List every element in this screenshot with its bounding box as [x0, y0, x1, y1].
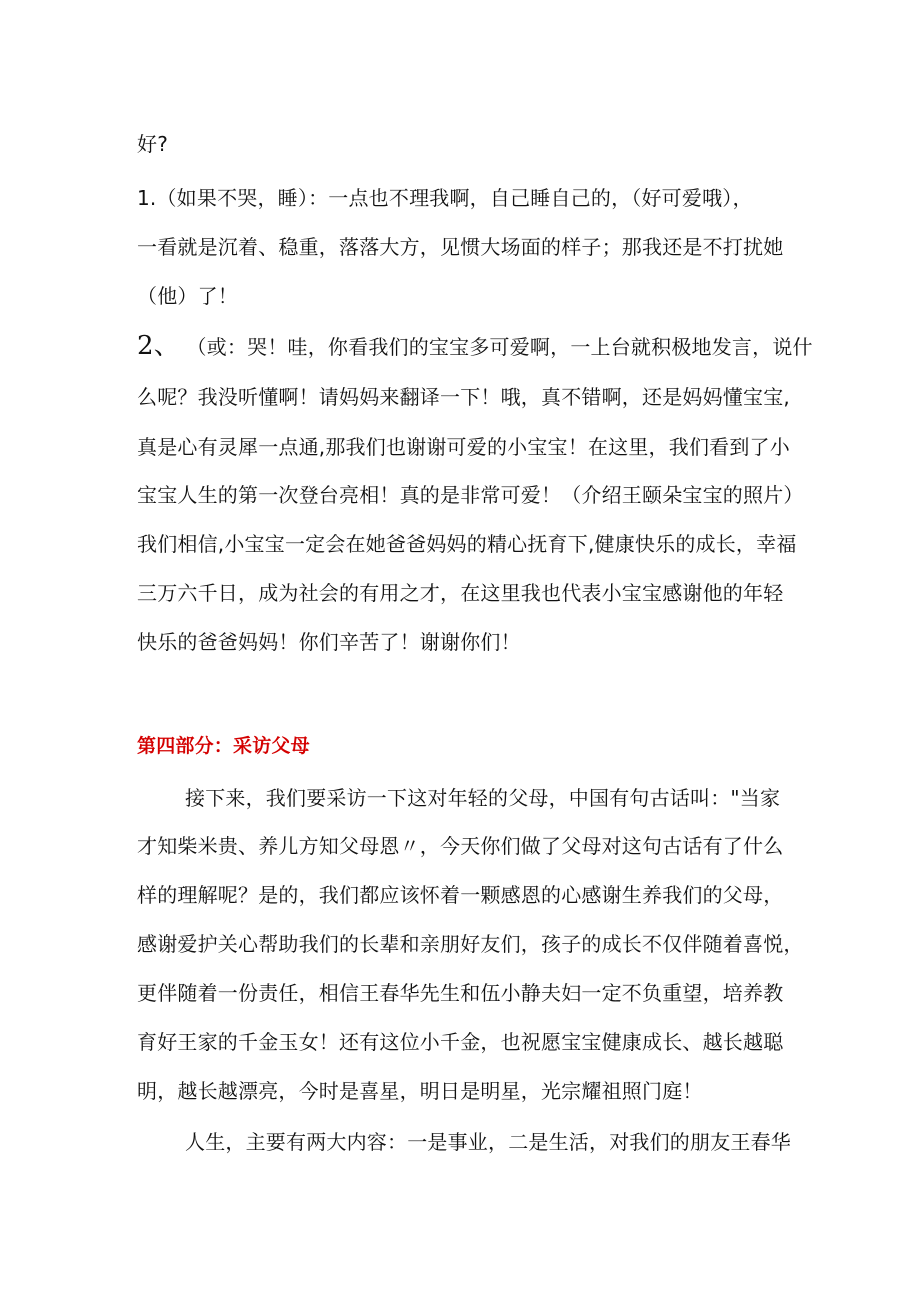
paragraph-first-line [137, 332, 813, 360]
text-line: （他）了！ [137, 284, 238, 308]
text-line: 好? [137, 132, 169, 156]
text-span: （或：哭！哇，你看我们的宝宝多可爱啊，一上台就积极地发言，说什 [186, 335, 813, 359]
text-line: 更伴随着一份责任，相信王春华先生和伍小静夫妇一定不负重望，培养教 [137, 981, 784, 1005]
text-line: 么呢？我没听懂啊！请妈妈来翻译一下！哦，真不错啊，还是妈妈懂宝宝, [137, 385, 790, 409]
text-line: 育好王家的千金玉女！还有这位小千金，也祝愿宝宝健康成长、越长越聪 [137, 1030, 784, 1054]
text-line: 1.（如果不哭，睡）：一点也不理我啊，自己睡自己的，（好可爱哦）， [137, 186, 753, 210]
text-line: 样的理解呢？是的，我们都应该怀着一颗感恩的心感谢生养我们的父母， [137, 883, 784, 907]
text-line: 接下来，我们要采访一下这对年轻的父母，中国有句古话叫："当家 [185, 786, 781, 810]
text-line: 宝宝人生的第一次登台亮相！真的是非常可爱！（介绍王颐朵宝宝的照片） [137, 483, 804, 507]
text-line: 一看就是沉着、稳重，落落大方，见惯大场面的样子；那我还是不打扰她 [137, 235, 784, 259]
text-line: 真是心有灵犀一点通,那我们也谢谢可爱的小宝宝！在这里，我们看到了小 [137, 435, 790, 459]
text-line: 快乐的爸爸妈妈！你们辛苦了！谢谢你们！ [137, 630, 521, 654]
text-line: 明，越长越漂亮，今时是喜星，明日是明星，光宗耀祖照门庭！ [137, 1079, 703, 1103]
paragraph-number: 2、 [137, 331, 180, 361]
text-line: 三万六千日，成为社会的有用之才，在这里我也代表小宝宝感谢他的年轻 [137, 581, 784, 605]
text-line: 人生，主要有两大内容：一是事业，二是生活，对我们的朋友王春华 [185, 1130, 791, 1154]
section-heading: 第四部分：采访父母 [137, 735, 310, 757]
text-line: 感谢爱护关心帮助我们的长辈和亲朋好友们，孩子的成长不仅伴随着喜悦， [137, 932, 804, 956]
text-line: 才知柴米贵、养儿方知父母恩〃，今天你们做了父母对这句古话有了什么 [137, 834, 784, 858]
text-line: 我们相信,小宝宝一定会在她爸爸妈妈的精心抚育下,健康快乐的成长，幸福 [137, 532, 797, 556]
